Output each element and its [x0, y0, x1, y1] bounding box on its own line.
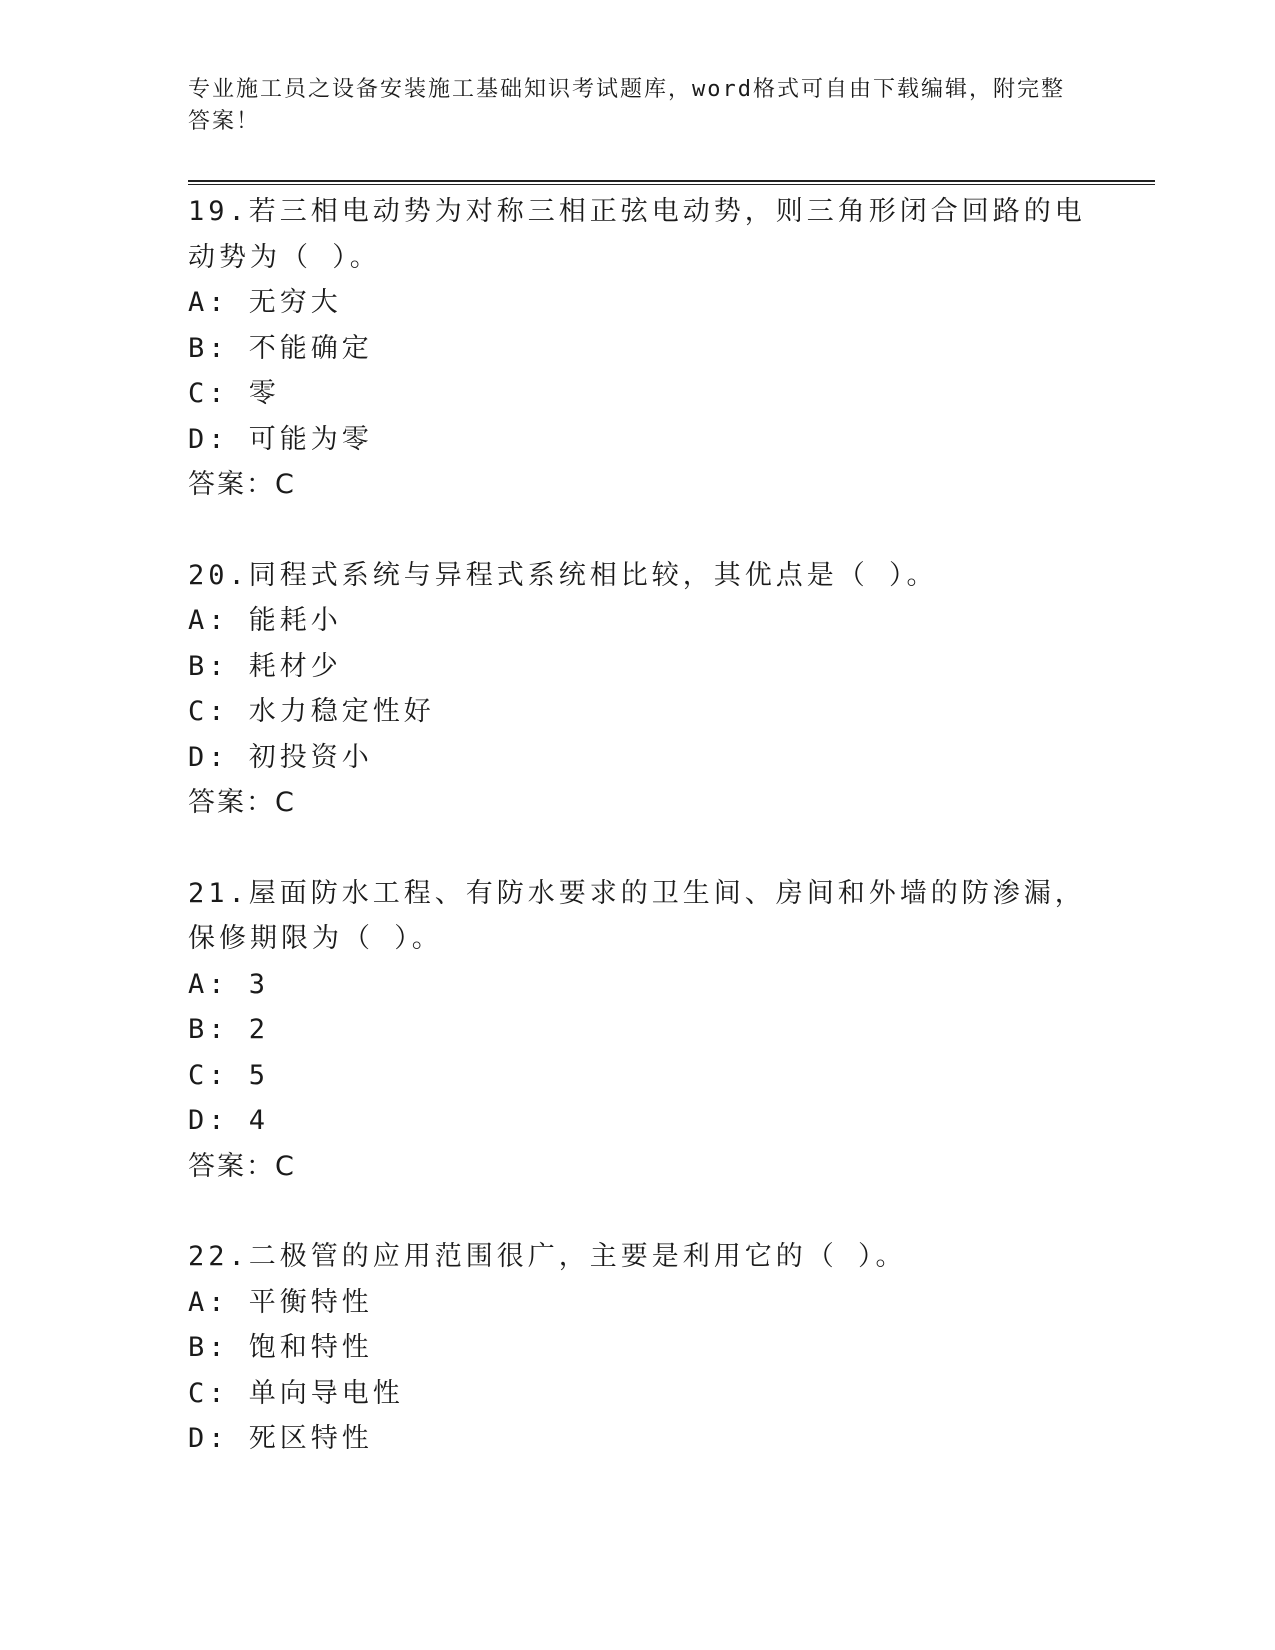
- option-letter: A:: [188, 1286, 229, 1318]
- option-text: 初投资小: [248, 741, 373, 773]
- header-rule-thin: [188, 184, 1155, 185]
- option-letter: C:: [188, 696, 229, 727]
- option-d: [188, 417, 1088, 463]
- option-b: [188, 1325, 1088, 1371]
- option-c: [188, 1371, 1088, 1417]
- option-text: 不能确定: [248, 332, 373, 364]
- option-a: [188, 962, 1088, 1008]
- option-a: [188, 598, 1088, 644]
- option-letter: A:: [188, 605, 229, 636]
- answer-line: 答案：C: [188, 1150, 296, 1182]
- question-stem: 22.二极管的应用范围很广，主要是利用它的（ ）。: [188, 1241, 907, 1272]
- option-letter: C:: [188, 1377, 229, 1409]
- option-text: 无穷大: [248, 287, 342, 318]
- option-text: 可能为零: [248, 423, 373, 455]
- option-text: 平衡特性: [248, 1286, 373, 1318]
- option-text: 死区特性: [248, 1423, 373, 1454]
- option-letter: D:: [188, 741, 229, 773]
- question-list: [188, 189, 1088, 1507]
- option-letter: B:: [188, 1332, 229, 1363]
- header-rule-thick: [188, 180, 1155, 182]
- option-text: 水力稳定性好: [248, 696, 435, 727]
- question-21: [188, 871, 1088, 1190]
- question-19: [188, 189, 1088, 508]
- question-22: [188, 1234, 1088, 1462]
- option-letter: A:: [188, 968, 229, 1000]
- option-letter: C:: [188, 1059, 229, 1091]
- option-b: [188, 1007, 1088, 1053]
- option-text: 饱和特性: [248, 1332, 373, 1363]
- option-b: [188, 326, 1088, 372]
- option-letter: B:: [188, 650, 229, 682]
- option-letter: D:: [188, 1423, 229, 1454]
- question-stem: 20.同程式系统与异程式系统相比较，其优点是（ ）。: [188, 559, 938, 591]
- option-d: [188, 735, 1088, 781]
- document-header: 专业施工员之设备安装施工基础知识考试题库，word格式可自由下载编辑，附完整答案！: [188, 77, 1065, 134]
- answer-line: 答案：C: [188, 469, 296, 500]
- question-20: [188, 553, 1088, 826]
- option-text: 单向导电性: [248, 1377, 404, 1409]
- option-c: [188, 371, 1088, 417]
- question-stem: 19.若三相电动势为对称三相正弦电动势，则三角形闭合回路的电动势为（ ）。: [188, 196, 1086, 273]
- option-letter: A:: [188, 287, 229, 318]
- option-letter: D:: [188, 1105, 229, 1136]
- option-b: [188, 644, 1088, 690]
- option-text: 2: [248, 1014, 270, 1045]
- option-text: 耗材少: [248, 650, 342, 682]
- option-a: [188, 280, 1088, 326]
- option-letter: B:: [188, 1014, 229, 1045]
- option-d: [188, 1098, 1088, 1144]
- option-text: 零: [248, 378, 280, 409]
- option-text: 能耗小: [248, 605, 342, 636]
- option-letter: D:: [188, 423, 229, 455]
- question-stem: 21.屋面防水工程、有防水要求的卫生间、房间和外墙的防渗漏，保修期限为（ ）。: [188, 877, 1086, 954]
- option-c: [188, 1053, 1088, 1099]
- option-d: [188, 1416, 1088, 1462]
- answer-line: 答案：C: [188, 787, 296, 818]
- option-text: 3: [248, 968, 270, 1000]
- option-letter: B:: [188, 332, 229, 364]
- option-text: 5: [248, 1059, 270, 1091]
- option-letter: C:: [188, 378, 229, 409]
- option-c: [188, 689, 1088, 735]
- option-a: [188, 1280, 1088, 1326]
- option-text: 4: [248, 1105, 270, 1136]
